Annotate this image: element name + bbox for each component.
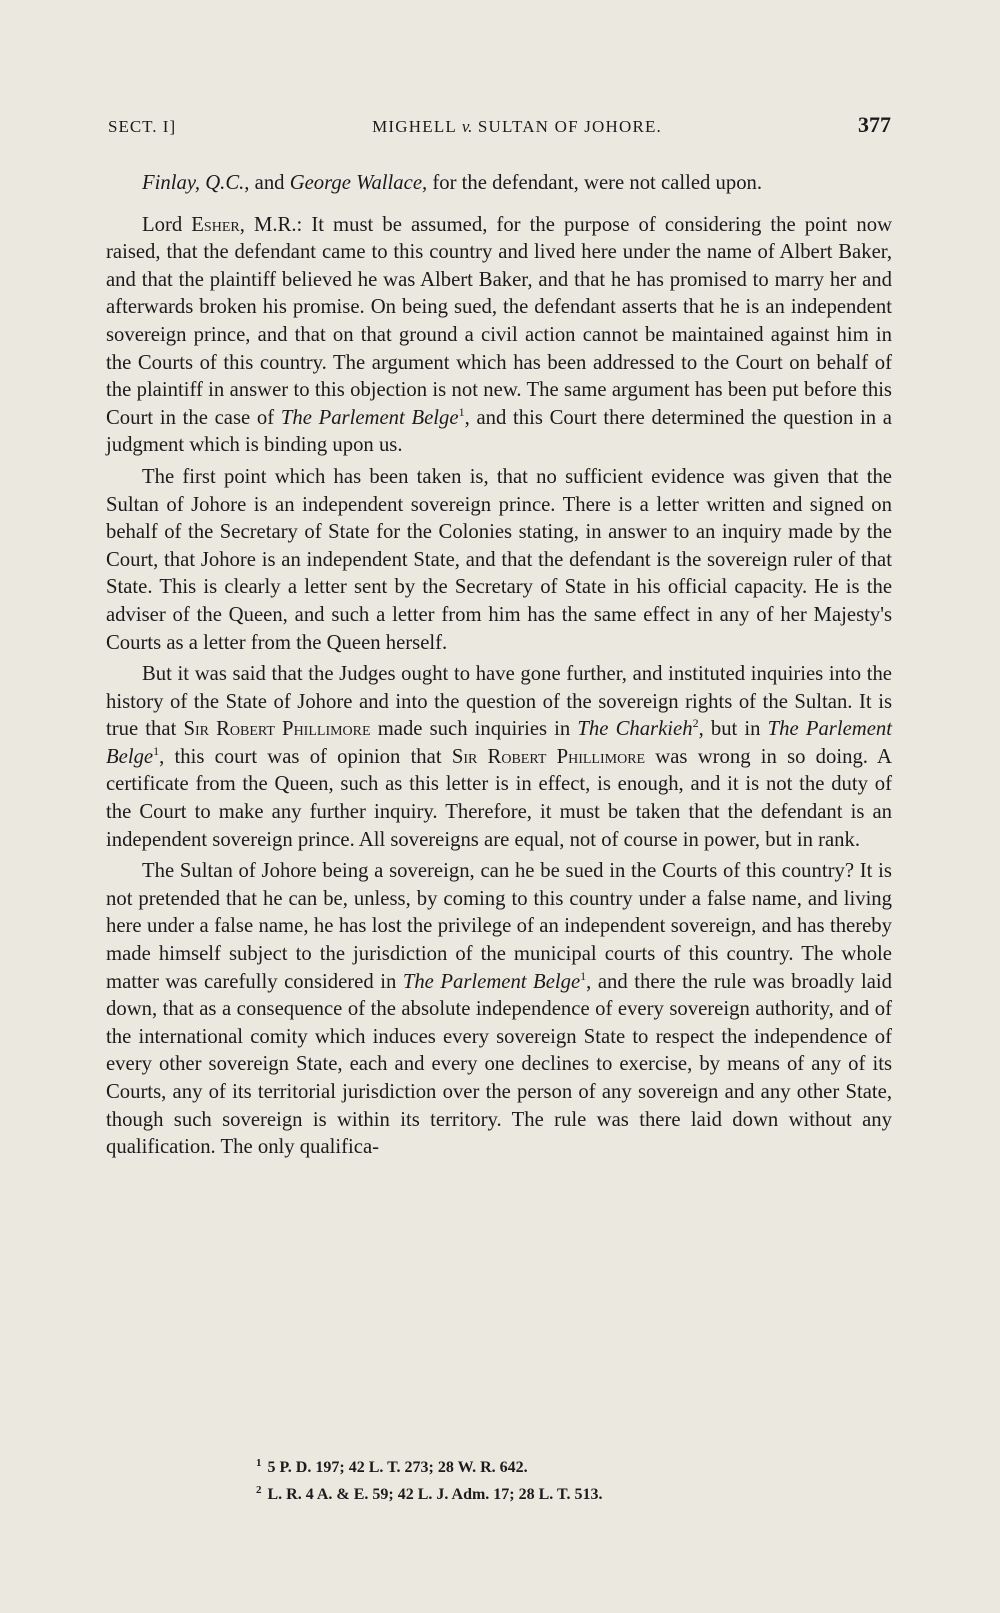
paragraph-sovereign bbox=[106, 858, 892, 1162]
footnote bbox=[256, 1454, 1000, 1481]
footnote-ref: 1 bbox=[580, 968, 587, 983]
running-header bbox=[108, 112, 891, 138]
text-run: , and there the rule was broadly laid down, that as a consequence of the absolute independence of every sovereign authority, and of the international comity which induces every sovereign State to respect the independence of every other sovereign State, each and every one declines to exercise, by means of any of its Courts, any of its territorial jurisdiction over the person of any sovereign and any other State, though such sovereign is within its territory. The rule was there laid down without any qualification. The only qualifica- bbox=[106, 970, 892, 1159]
running-title bbox=[372, 117, 662, 137]
text-run: for the defendant, were not called upon. bbox=[427, 172, 763, 194]
counsel-name-1: Finlay, Q.C. bbox=[142, 172, 245, 194]
judge-name: Sir Robert Phillimore bbox=[451, 745, 646, 768]
section-label: SECT. I] bbox=[108, 117, 177, 136]
title-defendant: SULTAN OF JOHORE. bbox=[477, 117, 663, 136]
footnote-mark: 1 bbox=[256, 1456, 262, 1469]
text-run: was wrong in so doing. A certificate from the Queen, such as this letter is in effect, is enough, and it is not the duty of the Court to make any further inquiry. Therefore, it must be taken that the defendant is an independent sovereign prince. All sovereigns are equal, not of course in power, but in rank. bbox=[106, 745, 892, 851]
text-run: , and bbox=[244, 172, 290, 194]
page-number: 377 bbox=[858, 112, 891, 137]
title-plaintiff: MIGHELL bbox=[372, 117, 457, 136]
text-run: , this court was of opinion that bbox=[159, 745, 452, 768]
judge-name: Esher bbox=[191, 213, 240, 236]
title-versus: v. bbox=[461, 117, 473, 136]
judge-name: Sir Robert Phillimore bbox=[183, 718, 371, 741]
text-run: , and this Court there determined the question in a judgment which is binding upon us. bbox=[106, 406, 892, 457]
text-run: But it was said that the Judges ought to have gone further, and instituted inquiries into the history of the State of Johore and into the question of the sovereign rights of the Sultan. It is true that bbox=[106, 663, 892, 741]
text-run: The Sultan of Johore being a sovereign, can he be sued in the Courts of this country? It is not pretended that he can be, unless, by coming to this country under a false name, and living here under a false name, he has lost the privilege of an independent sovereign, and has thereby made himself subject to the jurisdiction of the municipal courts of this country. The whole matter was carefully considered in bbox=[106, 860, 892, 993]
footnote-mark: 2 bbox=[256, 1483, 262, 1496]
footnotes bbox=[0, 1454, 1000, 1508]
footnote bbox=[256, 1481, 1000, 1508]
text-run: Lord bbox=[142, 213, 192, 236]
paragraph-evidence: The first point which has been taken is, that no sufficient evidence was given that the Sultan of Johore is an independent sovereign prince. There is a letter written and signed on behalf of the Secretary of State for the Colonies stating, in answer to an inquiry made by the Court, that Johore is an independent State, and that the defendant is the sovereign ruler of that State. This is clearly a letter sent by the Secretary of State in his official capacity. He is the adviser of the Queen, and such a letter from him has the same effect in any of her Majesty's Courts as a letter from the Queen herself. bbox=[106, 465, 892, 654]
page-body bbox=[106, 170, 892, 1162]
paragraph-inquiries bbox=[106, 661, 892, 854]
case-citation: The Parlement Belge bbox=[280, 406, 459, 429]
case-citation: The Parlement Belge bbox=[402, 970, 581, 993]
case-citation: The Charkieh bbox=[577, 718, 693, 741]
footnote-ref: 1 bbox=[458, 404, 465, 419]
counsel-name-2: George Wallace, bbox=[289, 172, 428, 194]
footnote-ref: 2 bbox=[692, 716, 699, 731]
footnote-text: 5 P. D. 197; 42 L. T. 273; 28 W. R. 642. bbox=[267, 1459, 528, 1476]
paragraph-counsel bbox=[106, 170, 892, 198]
footnote-ref: 1 bbox=[153, 743, 160, 758]
footnote-text: L. R. 4 A. & E. 59; 42 L. J. Adm. 17; 28 L. T. 513. bbox=[267, 1486, 603, 1503]
text-run: , M.R.: It must be assumed, for the purpose of considering the point now raised, that the defendant came to this country and lived here under the name of Albert Baker, and that the plaintiff believed he was Albert Baker, and that he has promised to marry her and afterwards broken his promise. On being sued, the defendant asserts that he is an independent sovereign prince, and that on that ground a civil action cannot be maintained against him in the Courts of this country. The argument which has been addressed to the Court on behalf of the plaintiff in answer to this objection is not new. The same argument has been put before this Court in the case of bbox=[106, 213, 893, 429]
text-run: , but in bbox=[698, 718, 768, 741]
paragraph-judgment-opening bbox=[106, 212, 892, 460]
text-run: made such inquiries in bbox=[370, 718, 578, 741]
case-citation: The Parlement Belge bbox=[106, 718, 892, 768]
